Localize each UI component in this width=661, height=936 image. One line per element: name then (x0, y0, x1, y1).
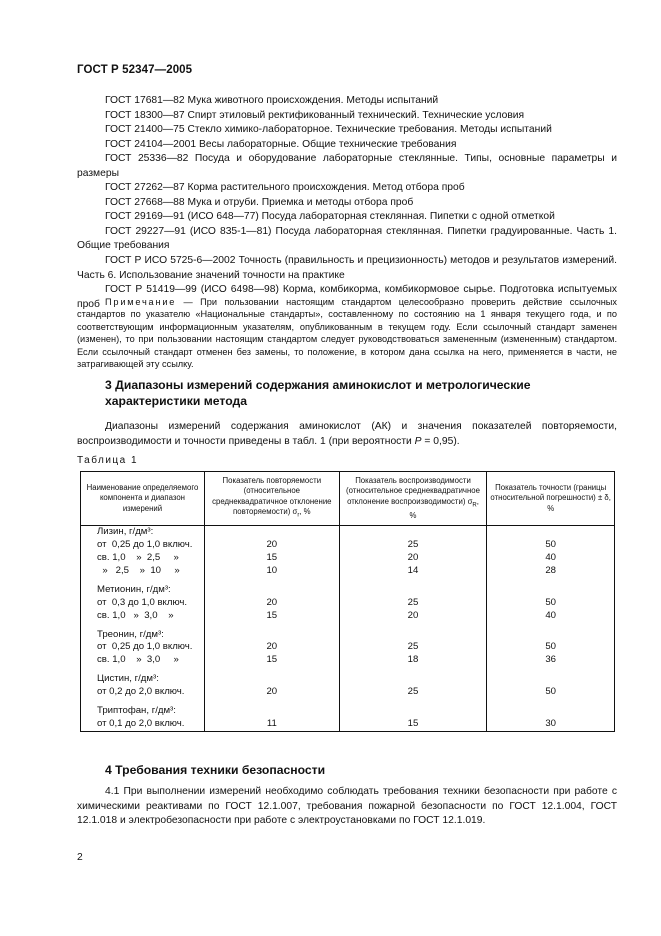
reference-item: ГОСТ 27262—87 Корма растительного происхождения. Метод отбора проб (105, 182, 465, 194)
range-label: от 0,1 до 2,0 включ. (81, 718, 205, 731)
reproducibility-value: 25 (339, 539, 487, 552)
reproducibility-value: 25 (339, 597, 487, 610)
reproducibility-value: 25 (339, 686, 487, 699)
table-row (81, 539, 615, 552)
section-3-heading: 3 Диапазоны измерений содержания аминокислот и метрологические характеристики метода (105, 378, 531, 408)
component-label: Цистин, г/дм³: (81, 673, 205, 686)
table-row (81, 686, 615, 699)
reference-item: ГОСТ 25336—82 Посуда и оборудование лабораторные стеклянные. Типы, основные параметры и размеры (77, 153, 617, 179)
component-label: Метионин, г/дм³: (81, 584, 205, 597)
range-label: от 0,2 до 2,0 включ. (81, 686, 205, 699)
repeatability-value: 15 (204, 610, 339, 623)
repeatability-value: 20 (204, 641, 339, 654)
reproducibility-value: 18 (339, 654, 487, 667)
table-body (81, 526, 615, 732)
reference-item: ГОСТ 24104—2001 Весы лабораторные. Общие технические требования (105, 138, 457, 150)
note-paragraph (77, 296, 617, 370)
reproducibility-value: 20 (339, 610, 487, 623)
reproducibility-value: 25 (339, 641, 487, 654)
repeatability-value: 20 (204, 539, 339, 552)
repeatability-value: 20 (204, 686, 339, 699)
table-row (81, 610, 615, 623)
range-label: от 0,3 до 1,0 включ. (81, 597, 205, 610)
reference-item: ГОСТ 17681—82 Мука животного происхождения. Методы испытаний (105, 95, 439, 106)
table-header-reproducibility: Показатель воспроизводимости (относительное среднеквадратичное отклонение воспроизводимости) $\sigma_R$, % (339, 472, 487, 526)
range-label: от 0,25 до 1,0 включ. (81, 641, 205, 654)
component-label: Треонин, г/дм³: (81, 629, 205, 642)
table-group-row (81, 584, 615, 597)
accuracy-table (80, 471, 615, 732)
table-group-row (81, 629, 615, 642)
table-row (81, 654, 615, 667)
accuracy-value: 40 (487, 610, 615, 623)
table-header-component: Наименование определяемого компонента и диапазон измерений (81, 472, 205, 526)
range-label: св. 1,0 » 2,5 » (81, 552, 205, 565)
table-group-row (81, 526, 615, 539)
reference-item: ГОСТ 18300—87 Спирт этиловый ректификованный технический. Технические условия (105, 109, 525, 121)
document-header: ГОСТ Р 52347—2005 (77, 64, 193, 76)
table-row (81, 641, 615, 654)
reference-item: ГОСТ 21400—75 Стекло химико-лабораторное. Технические требования. Методы испытаний (105, 124, 552, 136)
range-label: св. 1,0 » 3,0 » (81, 610, 205, 623)
reference-item: ГОСТ Р 51419—99 (ИСО 6498—98) Корма, комбикорма, комбикормовое сырье. Подготовка испытуемых проб (77, 284, 617, 310)
accuracy-value: 50 (487, 597, 615, 610)
accuracy-value: 40 (487, 552, 615, 565)
normative-references (77, 94, 617, 312)
repeatability-value: 15 (204, 552, 339, 565)
repeatability-value: 10 (204, 565, 339, 578)
section-3-text: Диапазоны измерений содержания аминокислот (АК) и значения показателей повторяемости, воспроизводимости и точности приведены в табл. 1 (при вероятности P = 0,95). (77, 421, 617, 447)
component-label: Триптофан, г/дм³: (81, 705, 205, 718)
reference-item: ГОСТ 29169—91 (ИСО 648—77) Посуда лабораторная стеклянная. Пипетки с одной отметкой (105, 211, 555, 223)
accuracy-value: 50 (487, 686, 615, 699)
range-label: » 2,5 » 10 » (81, 565, 205, 578)
accuracy-value: 50 (487, 539, 615, 552)
note-text: — При пользовании настоящим стандартом целесообразно проверить действие ссылочных стандартов по указателю «Национальные стандарты», составленному по состоянию на 1 января текущего года, и по соответствующим информационным указателям, опубликованным в текущем году. Если ссылочный стандарт заменен (изменен), то при пользовании настоящим стандартом следует руководствоваться замененным (измененным) стандартом. Если ссылочный стандарт отменен без замены, то положение, в котором дана ссылка на него, применяется в части, не затрагивающей эту ссылку. (77, 297, 617, 370)
reference-item: ГОСТ Р ИСО 5725-6—2002 Точность (правильность и прецизионность) методов и результатов измерений. Часть 6. Использование значений точности на практике (77, 255, 617, 281)
table-header-accuracy: Показатель точности (границы относительной погрешности) ± δ, % (487, 472, 615, 526)
repeatability-value: 15 (204, 654, 339, 667)
accuracy-value: 28 (487, 565, 615, 578)
table-row (81, 718, 615, 731)
component-label: Лизин, г/дм³: (81, 526, 205, 539)
reproducibility-value: 15 (339, 718, 487, 731)
range-label: св. 1,0 » 3,0 » (81, 654, 205, 667)
repeatability-value: 20 (204, 597, 339, 610)
table-row (81, 552, 615, 565)
range-label: от 0,25 до 1,0 включ. (81, 539, 205, 552)
reproducibility-value: 14 (339, 565, 487, 578)
table-row (81, 597, 615, 610)
repeatability-value: 11 (204, 718, 339, 731)
accuracy-value: 50 (487, 641, 615, 654)
table-row (81, 565, 615, 578)
page-number: 2 (77, 852, 83, 863)
accuracy-value: 36 (487, 654, 615, 667)
reproducibility-value: 20 (339, 552, 487, 565)
note-label: Примечание (105, 297, 177, 307)
section-4-text: 4.1 При выполнении измерений необходимо соблюдать требования техники безопасности при работе с химическими реактивами по ГОСТ 12.1.007, требования пожарной безопасности по ГОСТ 12.1.004, ГОСТ 12.1.018 и электробезопасности при работе с электроустановками по ГОСТ 12.1.019. (77, 786, 617, 827)
table-caption: Таблица 1 (77, 455, 139, 466)
table-group-row (81, 673, 615, 686)
table-group-row (81, 705, 615, 718)
table-header-repeatability: Показатель повторяемости (относительное среднеквадратичное отклонение повторяемости) $\sigma_r$, % (204, 472, 339, 526)
reference-item: ГОСТ 27668—88 Мука и отруби. Приемка и методы отбора проб (105, 196, 414, 208)
reference-item: ГОСТ 29227—91 (ИСО 835-1—81) Посуда лабораторная стеклянная. Пипетки градуированные. Часть 1. Общие требования (77, 225, 617, 252)
accuracy-value: 30 (487, 718, 615, 731)
section-4-heading: 4 Требования техники безопасности (105, 763, 326, 777)
